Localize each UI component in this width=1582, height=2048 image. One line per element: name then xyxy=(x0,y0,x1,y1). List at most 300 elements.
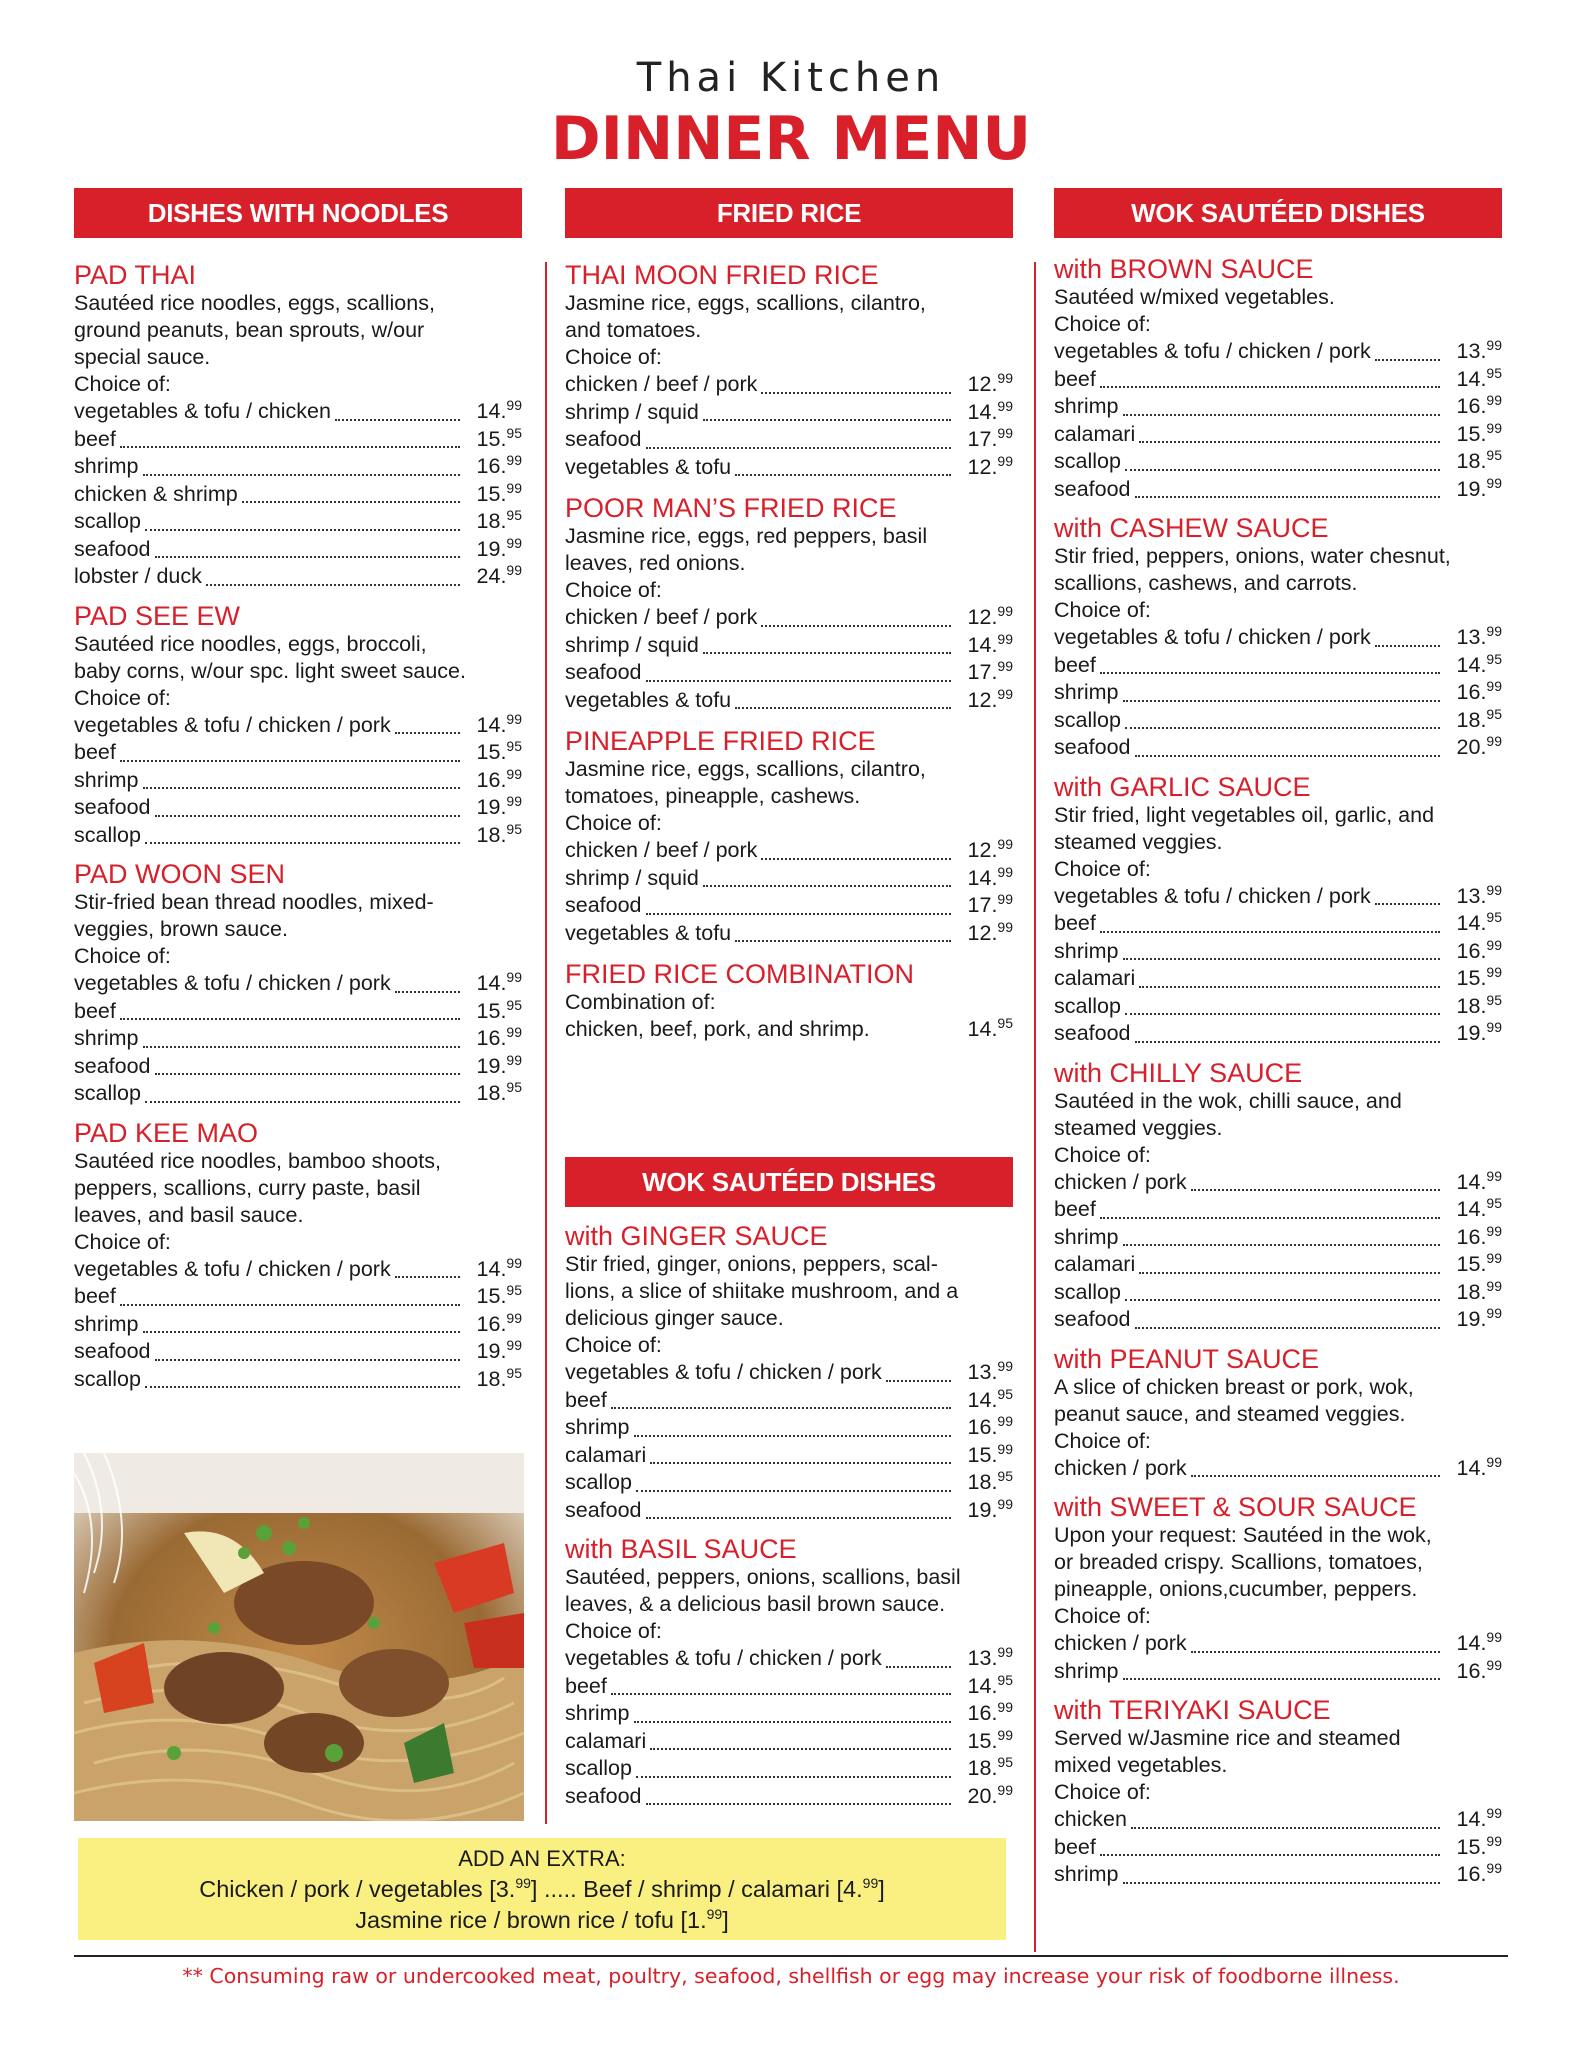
item-name: seafood xyxy=(1054,476,1131,501)
item-price xyxy=(955,632,1013,660)
leader-dots xyxy=(1123,1881,1440,1884)
choice-label: Choice of: xyxy=(565,1333,662,1357)
price-dollars: 19. xyxy=(1456,1307,1487,1331)
leader-dots xyxy=(735,473,951,476)
leader-dots xyxy=(1139,985,1440,988)
item-price xyxy=(955,1442,1013,1470)
menu-item xyxy=(565,1442,1013,1470)
item-name: seafood xyxy=(565,893,642,917)
price-dollars: 20. xyxy=(1456,735,1487,759)
item-name: shrimp xyxy=(1054,1224,1119,1249)
leader-dots xyxy=(145,841,460,844)
noodle-dish-photo xyxy=(74,1453,524,1821)
menu-item xyxy=(1054,707,1502,735)
menu-item xyxy=(74,508,522,536)
item-name: seafood xyxy=(74,795,151,819)
menu-section xyxy=(565,959,1013,1044)
price-dollars: 18. xyxy=(476,1081,507,1105)
menu-item xyxy=(74,794,522,822)
menu-section xyxy=(1054,254,1502,503)
price-cents: 95 xyxy=(1486,909,1502,925)
dish-description: lions, a slice of shiitake mushroom, and a xyxy=(565,1279,959,1303)
item-name: chicken / pork xyxy=(1054,1631,1187,1655)
price-cents: 95 xyxy=(506,1364,522,1381)
price-cents: 99 xyxy=(506,1337,522,1353)
price-dollars: 16. xyxy=(476,454,507,478)
item-name: scallop xyxy=(565,1470,632,1494)
item-price xyxy=(955,1728,1013,1756)
price-cents: 95 xyxy=(506,1079,522,1095)
price-cents: 99 xyxy=(1486,1805,1502,1821)
price-dollars: 16. xyxy=(967,1415,998,1439)
item-name: beef xyxy=(74,1284,116,1308)
dish-description: Stir fried, light vegetables oil, garlic, and xyxy=(1054,802,1435,827)
menu-item xyxy=(565,1387,1013,1415)
price-cents: 99 xyxy=(1486,1222,1502,1239)
price-dollars: 18. xyxy=(476,1366,507,1391)
price-dollars: 14. xyxy=(1456,1631,1487,1655)
dish-title: with BROWN SAUCE xyxy=(1054,254,1314,284)
footer-divider xyxy=(74,1955,1508,1957)
menu-section xyxy=(1054,513,1502,762)
section-banner: WOK SAUTÉED DISHES xyxy=(1054,188,1502,238)
menu-item xyxy=(74,822,522,850)
item-name: vegetables & tofu xyxy=(565,454,732,479)
leader-dots xyxy=(611,1406,951,1409)
dish-description: veggies, brown sauce. xyxy=(74,917,288,941)
item-name: shrimp / squid xyxy=(565,399,699,424)
leader-dots xyxy=(395,731,460,734)
price-dollars: 12. xyxy=(967,687,998,712)
menu-item xyxy=(1054,1224,1502,1252)
leader-dots xyxy=(1191,1650,1440,1653)
dish-title: POOR MAN’S FRIED RICE xyxy=(565,493,897,523)
restaurant-name: Thai Kitchen xyxy=(636,55,946,101)
menu-item xyxy=(1054,1020,1502,1048)
item-name: scallop xyxy=(1054,1279,1121,1304)
price-cents: 99 xyxy=(506,793,522,809)
price-cents: 99 xyxy=(506,1051,522,1068)
item-name: scallop xyxy=(74,1366,141,1391)
item-name: vegetables & tofu / chicken / pork xyxy=(565,1360,882,1384)
menu-item xyxy=(74,481,522,509)
price-dollars: 17. xyxy=(967,893,998,917)
price-dollars: 15. xyxy=(967,1442,998,1467)
price-dollars: 14. xyxy=(1456,1807,1487,1831)
item-name: beef xyxy=(1054,911,1096,935)
leader-dots xyxy=(155,1072,460,1075)
dish-description: leaves, and basil sauce. xyxy=(74,1202,304,1227)
item-price xyxy=(1444,993,1502,1021)
leader-dots xyxy=(143,473,460,476)
leader-dots xyxy=(1131,1826,1440,1829)
dish-title: PINEAPPLE FRIED RICE xyxy=(565,726,876,756)
item-name: chicken / pork xyxy=(1054,1455,1187,1480)
choice-label: Choice of: xyxy=(1054,1428,1151,1453)
item-price xyxy=(1444,1455,1502,1483)
item-name: calamari xyxy=(565,1728,647,1753)
column-wok-middle xyxy=(565,1157,1013,1810)
leader-dots xyxy=(143,1330,460,1333)
leader-dots xyxy=(1100,385,1440,388)
price-cents: 99 xyxy=(506,1309,522,1326)
price-cents: 99 xyxy=(1486,1656,1502,1673)
menu-item xyxy=(1054,993,1502,1021)
item-name: beef xyxy=(74,998,116,1023)
price-dollars: 14. xyxy=(967,865,998,890)
menu-item xyxy=(74,453,522,481)
menu-item xyxy=(1054,1279,1502,1307)
item-price xyxy=(464,1053,522,1081)
price-cents: 95 xyxy=(1486,991,1502,1008)
price-cents: 95 xyxy=(1486,364,1502,381)
item-price xyxy=(955,1387,1013,1415)
menu-item xyxy=(1054,338,1502,366)
item-name: chicken / beef / pork xyxy=(565,605,758,629)
dish-description: Upon your request: Sautéed in the wok, xyxy=(1054,1523,1432,1547)
column-wok-right xyxy=(1054,188,1502,1889)
item-name: chicken, beef, pork, and shrimp. xyxy=(565,1017,870,1041)
dish-description: peppers, scallions, curry paste, basil xyxy=(74,1175,421,1200)
leader-dots xyxy=(395,990,460,993)
menu-item xyxy=(565,604,1013,632)
item-price xyxy=(955,687,1013,715)
extra-text: ] xyxy=(878,1876,885,1902)
leader-dots xyxy=(1123,699,1440,702)
item-price xyxy=(464,1025,522,1053)
menu-item xyxy=(565,1469,1013,1497)
item-price xyxy=(1444,883,1502,911)
menu-item xyxy=(74,1053,522,1081)
leader-dots xyxy=(155,814,460,817)
price-dollars: 18. xyxy=(1456,707,1487,732)
dish-description: delicious ginger sauce. xyxy=(565,1306,784,1330)
price-cents: 99 xyxy=(506,452,522,468)
menu-item xyxy=(1054,366,1502,394)
section-banner: FRIED RICE xyxy=(565,188,1013,238)
price-dollars: 18. xyxy=(476,509,507,533)
leader-dots xyxy=(335,418,460,421)
item-name: scallop xyxy=(74,1081,141,1105)
menu-item xyxy=(565,1673,1013,1701)
price-cents: 99 xyxy=(997,1644,1013,1660)
dish-title: with TERIYAKI SAUCE xyxy=(1054,1695,1331,1725)
price-dollars: 15. xyxy=(476,998,507,1023)
menu-item xyxy=(1054,1806,1502,1834)
item-price xyxy=(955,371,1013,399)
extra-text: ] xyxy=(722,1907,729,1933)
dish-description: leaves, & a delicious basil brown sauce. xyxy=(565,1592,946,1616)
leader-dots xyxy=(703,884,951,887)
item-price xyxy=(464,1366,522,1394)
price-cents: 99 xyxy=(997,658,1013,674)
choice-label: Choice of: xyxy=(1054,598,1151,622)
menu-item xyxy=(565,1359,1013,1387)
item-price xyxy=(955,1783,1013,1811)
leader-dots xyxy=(1135,495,1440,498)
leader-dots xyxy=(155,1358,460,1361)
item-name: lobster / duck xyxy=(74,564,202,588)
item-name: shrimp / squid xyxy=(565,865,699,890)
item-name: scallop xyxy=(1054,449,1121,473)
item-name: vegetables & tofu / chicken / pork xyxy=(1054,883,1371,908)
leader-dots xyxy=(1125,1012,1440,1015)
menu-item xyxy=(1054,910,1502,938)
price-cents: 99 xyxy=(506,765,522,782)
price-dollars: 19. xyxy=(476,536,507,561)
item-name: seafood xyxy=(1054,1307,1131,1331)
leader-dots xyxy=(155,555,460,558)
price-cents: 99 xyxy=(1486,1277,1502,1294)
dish-description: A slice of chicken breast or pork, wok, xyxy=(1054,1374,1414,1399)
menu-item xyxy=(1054,624,1502,652)
menu-section xyxy=(1054,772,1502,1048)
leader-dots xyxy=(735,706,951,709)
dish-description: Sautéed rice noodles, bamboo shoots, xyxy=(74,1148,441,1173)
leader-dots xyxy=(761,857,951,860)
leader-dots xyxy=(636,1489,951,1492)
item-price xyxy=(1444,1196,1502,1224)
item-price xyxy=(1444,1251,1502,1279)
price-dollars: 19. xyxy=(1456,476,1487,501)
dish-description: Sautéed, peppers, onions, scallions, basil xyxy=(565,1565,961,1589)
price-dollars: 16. xyxy=(1456,938,1487,963)
menu-item xyxy=(1054,1196,1502,1224)
leader-dots xyxy=(242,500,460,503)
item-name: shrimp xyxy=(1054,1862,1119,1886)
dish-description: Sautéed in the wok, chilli sauce, and xyxy=(1054,1088,1402,1113)
item-name: vegetables & tofu / chicken / pork xyxy=(565,1646,882,1670)
item-name: calamari xyxy=(565,1442,647,1467)
item-name: chicken / pork xyxy=(1054,1169,1187,1194)
item-name: scallop xyxy=(74,509,141,533)
leader-dots xyxy=(206,583,460,586)
price-cents: 99 xyxy=(997,836,1013,852)
price-cents: 95 xyxy=(997,1671,1013,1688)
item-price xyxy=(1444,366,1502,394)
price-cents: 95 xyxy=(506,996,522,1013)
price-dollars: 16. xyxy=(967,1701,998,1725)
menu-item xyxy=(565,837,1013,865)
price-dollars: 18. xyxy=(476,822,507,847)
item-name: shrimp xyxy=(1054,1658,1119,1683)
price-cents: 99 xyxy=(1486,337,1502,353)
item-name: shrimp xyxy=(1054,680,1119,704)
item-price xyxy=(464,1080,522,1108)
menu-item xyxy=(1054,476,1502,504)
item-price xyxy=(1444,1658,1502,1686)
menu-section xyxy=(565,1221,1013,1524)
price-dollars: 20. xyxy=(967,1783,998,1808)
item-price xyxy=(1444,910,1502,938)
item-price xyxy=(464,1311,522,1339)
price-cents: 99 xyxy=(1486,936,1502,953)
leader-dots xyxy=(1135,1040,1440,1043)
price-dollars: 18. xyxy=(1456,449,1487,473)
leader-dots xyxy=(1135,1326,1440,1329)
price-dollars: 17. xyxy=(967,660,998,684)
dish-description: Jasmine rice, eggs, scallions, cilantro, xyxy=(565,757,926,781)
leader-dots xyxy=(120,1017,460,1020)
item-price xyxy=(1444,734,1502,762)
price-dollars: 12. xyxy=(967,605,998,629)
choice-label: Choice of: xyxy=(74,1229,171,1254)
leader-dots xyxy=(1135,754,1440,757)
menu-section xyxy=(74,859,522,1108)
leader-dots xyxy=(1100,671,1440,674)
item-price xyxy=(464,536,522,564)
leader-dots xyxy=(1123,957,1440,960)
menu-item xyxy=(565,426,1013,454)
price-dollars: 15. xyxy=(476,426,507,451)
price-cents: 99 xyxy=(997,863,1013,880)
dish-title: with SWEET & SOUR SAUCE xyxy=(1054,1492,1417,1522)
price-cents: 99 xyxy=(997,1781,1013,1798)
extra-text: ] ..... Beef / shrimp / calamari [4. xyxy=(530,1876,863,1902)
menu-item xyxy=(565,865,1013,893)
item-price xyxy=(1444,1861,1502,1889)
price-cents: 99 xyxy=(506,969,522,985)
price-dollars: 16. xyxy=(476,1311,507,1336)
menu-item xyxy=(565,1016,1013,1044)
item-price xyxy=(464,481,522,509)
section-list xyxy=(74,260,522,1393)
price-cents: 99 xyxy=(1486,1453,1502,1470)
dish-title: with CHILLY SAUCE xyxy=(1054,1057,1303,1088)
dish-title: with CASHEW SAUCE xyxy=(1054,513,1329,543)
choice-label: Choice of: xyxy=(1054,312,1151,336)
item-price xyxy=(955,659,1013,687)
price-dollars: 16. xyxy=(476,1026,507,1050)
item-price xyxy=(1444,1020,1502,1048)
extra-cents: 99 xyxy=(515,1875,531,1891)
price-dollars: 14. xyxy=(1456,652,1487,677)
price-dollars: 18. xyxy=(967,1756,998,1780)
leader-dots xyxy=(1139,440,1440,443)
item-name: seafood xyxy=(565,427,642,451)
price-cents: 99 xyxy=(506,1024,522,1040)
menu-section xyxy=(74,1118,522,1394)
price-dollars: 14. xyxy=(476,712,507,737)
dish-description: steamed veggies. xyxy=(1054,829,1223,854)
column-divider-right xyxy=(1034,262,1036,1952)
item-name: beef xyxy=(74,426,116,451)
price-cents: 99 xyxy=(1486,881,1502,898)
menu-item xyxy=(565,1700,1013,1728)
price-dollars: 14. xyxy=(1456,366,1487,391)
menu-item xyxy=(74,426,522,454)
item-name: seafood xyxy=(74,1053,151,1078)
menu-item xyxy=(74,1256,522,1284)
price-cents: 99 xyxy=(997,1440,1013,1457)
item-price xyxy=(955,1414,1013,1442)
item-name: beef xyxy=(565,1673,607,1698)
item-price xyxy=(955,426,1013,454)
item-price xyxy=(955,1497,1013,1525)
column-fried-rice xyxy=(565,188,1013,1044)
price-cents: 99 xyxy=(506,534,522,551)
dish-description: and tomatoes. xyxy=(565,318,702,342)
price-cents: 99 xyxy=(997,370,1013,386)
extra-text: Jasmine rice / brown rice / tofu [1. xyxy=(355,1907,707,1933)
price-dollars: 13. xyxy=(1456,339,1487,363)
price-dollars: 18. xyxy=(967,1470,998,1494)
leader-dots xyxy=(646,1516,951,1519)
item-name: chicken & shrimp xyxy=(74,481,238,506)
item-price xyxy=(464,426,522,454)
leader-dots xyxy=(646,1802,951,1805)
choice-label: Choice of: xyxy=(565,1619,662,1643)
price-cents: 99 xyxy=(997,1495,1013,1512)
item-name: calamari xyxy=(1054,1252,1136,1276)
price-dollars: 14. xyxy=(967,399,998,424)
add-extra-box xyxy=(78,1838,1006,1940)
dish-title: FRIED RICE COMBINATION xyxy=(565,959,915,989)
section-list xyxy=(565,260,1013,1044)
item-price xyxy=(955,837,1013,865)
price-cents: 99 xyxy=(997,1413,1013,1429)
leader-dots xyxy=(634,1720,951,1723)
item-price xyxy=(464,998,522,1026)
price-dollars: 12. xyxy=(967,372,998,396)
menu-item xyxy=(565,399,1013,427)
menu-section xyxy=(565,260,1013,481)
leader-dots xyxy=(646,679,951,682)
item-name: chicken xyxy=(1054,1807,1127,1831)
price-cents: 99 xyxy=(997,425,1013,441)
price-dollars: 19. xyxy=(476,1339,507,1363)
menu-item xyxy=(74,1338,522,1366)
item-price xyxy=(464,712,522,740)
item-price xyxy=(955,1673,1013,1701)
column-noodles xyxy=(74,188,522,1393)
menu-item xyxy=(565,1414,1013,1442)
price-cents: 99 xyxy=(506,562,522,578)
item-name: seafood xyxy=(565,1783,642,1808)
item-price xyxy=(1444,1806,1502,1834)
price-cents: 99 xyxy=(997,603,1013,619)
dish-title: with BASIL SAUCE xyxy=(565,1534,797,1564)
leader-dots xyxy=(874,1038,951,1039)
price-dollars: 15. xyxy=(476,481,507,506)
menu-item xyxy=(1054,1306,1502,1334)
leader-dots xyxy=(395,1275,460,1278)
price-cents: 99 xyxy=(1486,1305,1502,1321)
price-cents: 99 xyxy=(1486,623,1502,639)
price-dollars: 15. xyxy=(476,740,507,764)
item-price xyxy=(1444,1279,1502,1307)
item-name: vegetables & tofu / chicken xyxy=(74,399,331,423)
menu-item xyxy=(1054,965,1502,993)
price-cents: 95 xyxy=(1486,447,1502,463)
price-dollars: 13. xyxy=(1456,625,1487,649)
add-extra-heading: ADD AN EXTRA: xyxy=(458,1846,626,1871)
dish-description: Sautéed rice noodles, eggs, broccoli, xyxy=(74,631,427,656)
item-name: shrimp xyxy=(74,1311,139,1336)
menu-title: DINNER MENU xyxy=(550,104,1032,174)
price-dollars: 19. xyxy=(476,1053,507,1078)
food-safety-notice: ** Consuming raw or undercooked meat, poultry, seafood, shellfish or egg may increase your risk of foodborne illness. xyxy=(182,1964,1400,1988)
menu-item xyxy=(1054,1861,1502,1889)
item-name: calamari xyxy=(1054,966,1136,990)
menu-item xyxy=(1054,652,1502,680)
dish-description: Jasmine rice, eggs, red peppers, basil xyxy=(565,524,928,548)
price-cents: 99 xyxy=(997,397,1013,414)
item-price xyxy=(955,1700,1013,1728)
dish-description: scallions, cashews, and carrots. xyxy=(1054,571,1358,595)
menu-item xyxy=(74,767,522,795)
price-dollars: 16. xyxy=(1456,1658,1487,1683)
